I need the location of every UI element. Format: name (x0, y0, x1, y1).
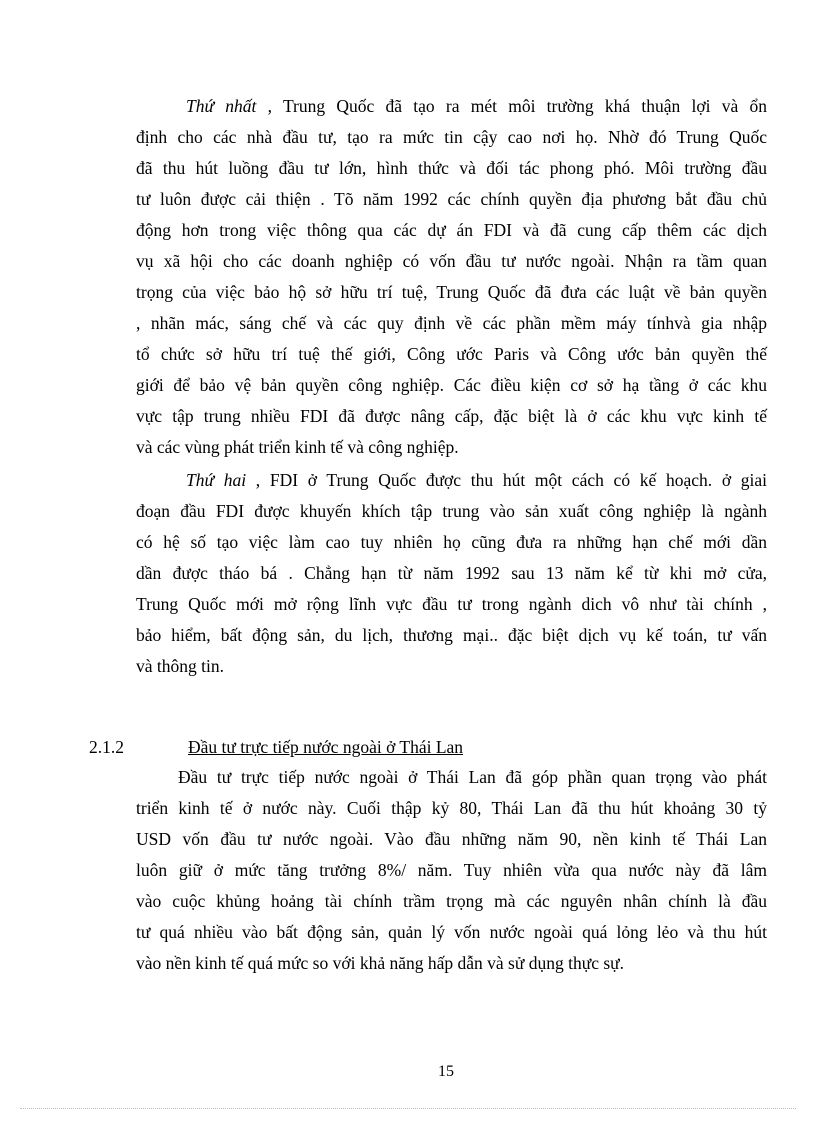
page-number: 15 (438, 1063, 454, 1080)
text-line: USD vốn đầu tư nước ngoài. Vào đầu những năm 90, nền kinh tế Thái Lan (136, 829, 767, 849)
text-line: tổ chức sở hữu trí tuệ thế giới, Công ước Paris và Công ước bản quyền thế (136, 344, 767, 364)
text-line: tư luôn được cải thiện . Tõ năm 1992 các chính quyền địa phương bắt đầu chủ (136, 189, 767, 209)
text-line: vào nền kinh tế quá mức so với khả năng hấp dẫn và sử dụng thực sự. (136, 953, 625, 973)
footer-divider (20, 1108, 796, 1109)
text-line: , nhãn mác, sáng chế và các quy định về các phần mềm máy tínhvà gia nhập (136, 313, 767, 333)
text-line: tư quá nhiều vào bất động sản, quản lý vốn nước ngoài quá lỏng lẻo và thu hút (136, 922, 767, 942)
text-line: đoạn đầu FDI được khuyến khích tập trung vào sản xuất công nghiệp là ngành (136, 501, 767, 521)
text-line: Trung Quốc mới mở rộng lĩnh vực đầu tư trong ngành dich vô như tài chính , (136, 594, 767, 614)
text-line: Đầu tư trực tiếp nước ngoài ở Thái Lan đã góp phần quan trọng vào phát (178, 767, 767, 787)
text-line: trọng của việc bảo hộ sở hữu trí tuệ, Trung Quốc đã đưa các luật về bản quyền (136, 282, 767, 302)
paragraph-lead: Thứ hai (186, 470, 247, 490)
text-line: vụ xã hội cho các doanh nghiệp có vốn đầu tư nước ngoài. Nhận ra tầm quan (136, 251, 767, 271)
text-line: dần được tháo bá . Chẳng hạn từ năm 1992 sau 13 năm kể từ khi mở cửa, (136, 563, 767, 583)
text-line: Thứ nhất , Trung Quốc đã tạo ra mét môi trường khá thuận lợi và ổn (186, 96, 767, 116)
text-line: và thông tin. (136, 656, 224, 676)
text-line: bảo hiểm, bất động sản, du lịch, thương mại.. đặc biệt dịch vụ kế toán, tư vấn (136, 625, 767, 645)
text-line: Thứ hai , FDI ở Trung Quốc được thu hút một cách có kế hoạch. ở giai (186, 470, 768, 490)
section-number: 2.1.2 (89, 737, 124, 757)
paragraph-lead: Thứ nhất (186, 96, 257, 116)
section-title: Đầu tư trực tiếp nước ngoài ở Thái Lan (188, 737, 464, 757)
text-line: có hệ số tạo việc làm cao tuy nhiên họ cũng đưa ra những hạn chế mới dần (136, 532, 767, 552)
text-line: và các vùng phát triển kinh tế và công nghiệp. (136, 437, 459, 457)
text-line: động hơn trong việc thông qua các dự án FDI và đã cung cấp thêm các dịch (136, 220, 767, 240)
text-line: đã thu hút luồng đầu tư lớn, hình thức và đối tác phong phó. Môi trường đầu (136, 158, 767, 178)
text-line: giới để bảo vệ bản quyền công nghiệp. Các điều kiện cơ sở hạ tầng ở các khu (136, 375, 767, 395)
text-line: triển kinh tế ở nước này. Cuối thập kỷ 80, Thái Lan đã thu hút khoảng 30 tỷ (136, 798, 767, 818)
text-line: luôn giữ ở mức tăng trưởng 8%/ năm. Tuy nhiên vừa qua nước này đã lâm (136, 860, 767, 880)
text-line: vực tập trung nhiều FDI đã được nâng cấp, đặc biệt là ở các khu vực kinh tế (136, 406, 767, 426)
text-line: vào cuộc khủng hoảng tài chính trầm trọng mà các nguyên nhân chính là đầu (136, 891, 767, 911)
text-line: định cho các nhà đầu tư, tạo ra mức tin cậy cao nơi họ. Nhờ đó Trung Quốc (136, 127, 767, 147)
